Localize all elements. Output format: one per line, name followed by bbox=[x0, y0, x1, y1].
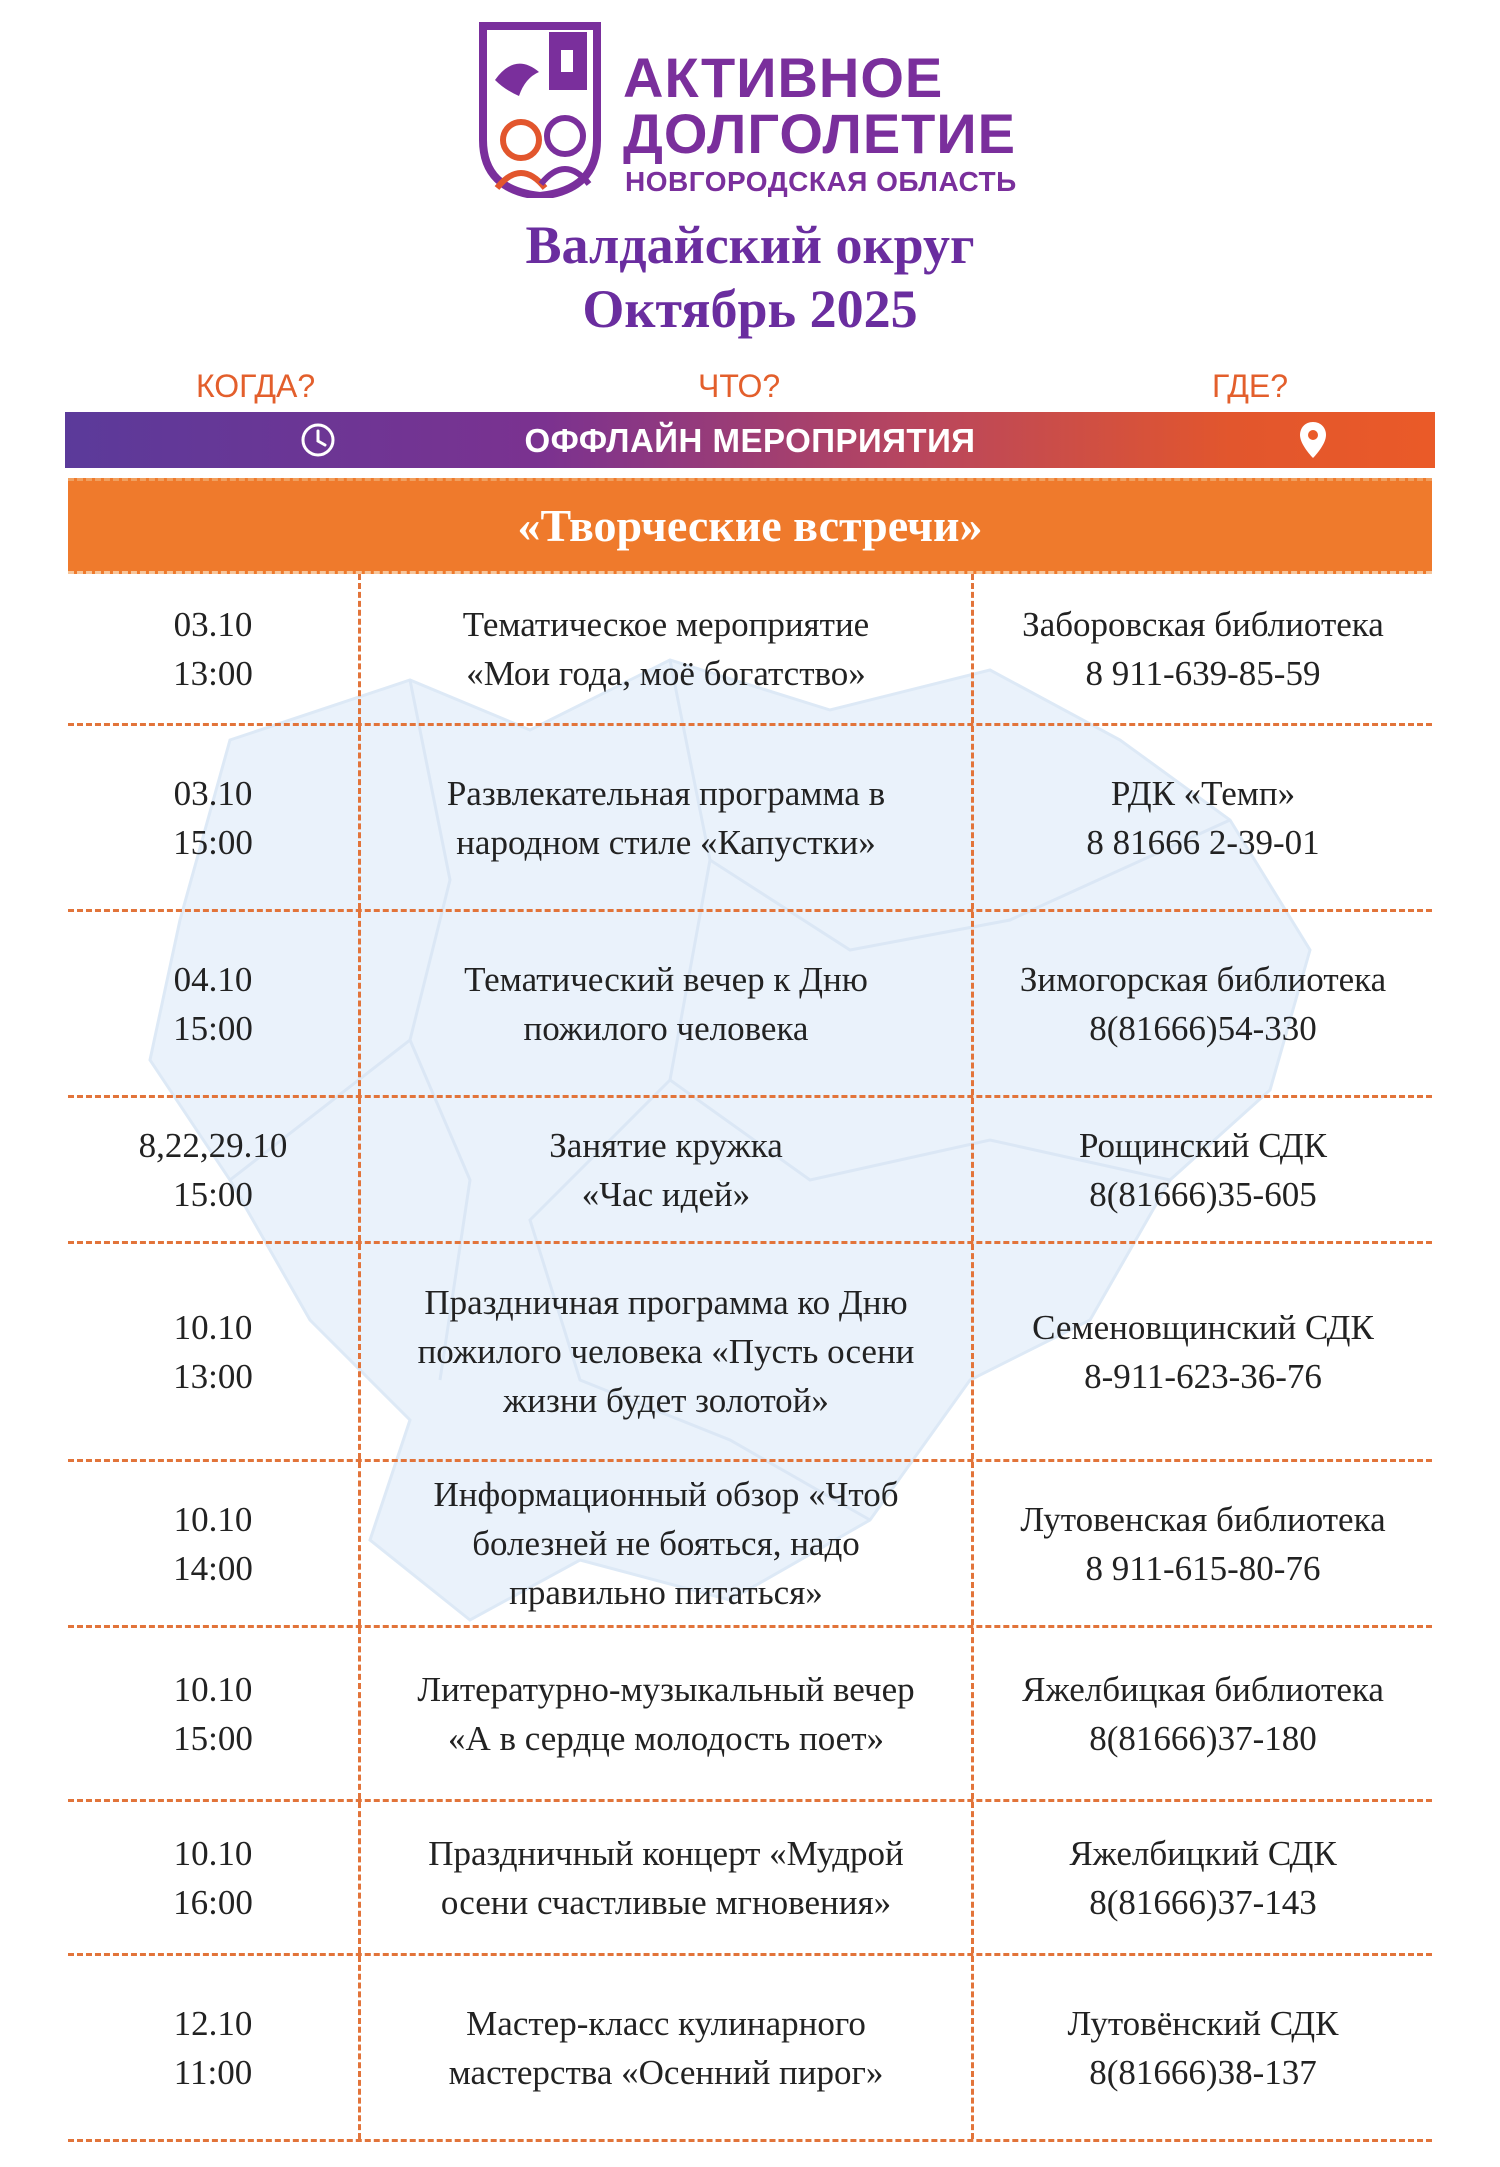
event-date: 03.10 bbox=[173, 773, 253, 813]
event-title-line: осени счастливые мгновения» bbox=[440, 1882, 892, 1922]
event-time: 16:00 bbox=[173, 1882, 253, 1922]
event-title-line: правильно питаться» bbox=[509, 1573, 823, 1612]
event-date: 03.10 bbox=[173, 604, 253, 644]
event-title-line: Информационный обзор «Чтоб bbox=[433, 1475, 899, 1514]
event-where-cell bbox=[974, 1802, 1432, 1953]
event-what-cell bbox=[361, 726, 971, 909]
event-place: Яжелбицкая библиотека bbox=[1022, 1669, 1384, 1709]
table-row bbox=[68, 574, 1432, 726]
logo bbox=[475, 20, 1035, 200]
table-row bbox=[68, 912, 1432, 1098]
logo-title-line2: ДОЛГОЛЕТИЕ bbox=[623, 102, 1016, 165]
event-phone: 8(81666)35-605 bbox=[1089, 1174, 1317, 1214]
event-place: Яжелбицкий СДК bbox=[1069, 1833, 1337, 1873]
table-row bbox=[68, 726, 1432, 912]
event-what-cell bbox=[361, 1956, 971, 2139]
event-phone: 8-911-623-36-76 bbox=[1084, 1356, 1322, 1396]
event-when-cell bbox=[68, 1244, 358, 1459]
event-where-cell bbox=[974, 1956, 1432, 2139]
district-title: Валдайский округ bbox=[525, 215, 975, 275]
offline-events-bar bbox=[65, 412, 1435, 468]
event-place: Зимогорская библиотека bbox=[1019, 959, 1387, 999]
offline-events-label: ОФФЛАЙН МЕРОПРИЯТИЯ bbox=[524, 422, 976, 459]
event-title-line: пожилого человека bbox=[523, 1008, 809, 1048]
event-phone: 8 911-639-85-59 bbox=[1085, 653, 1321, 693]
event-phone: 8 81666 2-39-01 bbox=[1086, 822, 1320, 862]
event-when-cell bbox=[68, 912, 358, 1095]
event-title-line: Тематическое мероприятие bbox=[462, 604, 870, 644]
event-title-line: Праздничный концерт «Мудрой bbox=[428, 1833, 904, 1873]
table-row bbox=[68, 1802, 1432, 1956]
event-phone: 8(81666)38-137 bbox=[1089, 2052, 1317, 2092]
event-place: Заборовская библиотека bbox=[1022, 604, 1384, 644]
event-title-line: жизни будет золотой» bbox=[503, 1381, 829, 1420]
event-when-cell bbox=[68, 1628, 358, 1799]
logo-subtitle: НОВГОРОДСКАЯ ОБЛАСТЬ bbox=[625, 166, 1017, 197]
event-time: 11:00 bbox=[173, 2052, 253, 2092]
table-row bbox=[68, 1956, 1432, 2142]
table-row bbox=[68, 1628, 1432, 1802]
event-where-cell bbox=[974, 912, 1432, 1095]
what-caption: ЧТО? bbox=[698, 368, 781, 404]
event-place: Лутовенская библиотека bbox=[1020, 1499, 1386, 1539]
event-title-line: мастерства «Осенний пирог» bbox=[448, 2052, 884, 2092]
event-time: 15:00 bbox=[173, 1718, 253, 1758]
event-title-line: «Мои года, моё богатство» bbox=[466, 653, 866, 693]
event-title-line: Тематический вечер к Дню bbox=[464, 959, 868, 999]
event-date: 8,22,29.10 bbox=[138, 1125, 288, 1165]
event-when-cell bbox=[68, 726, 358, 909]
event-title-line: Мастер-класс кулинарного bbox=[466, 2003, 866, 2043]
event-date: 10.10 bbox=[173, 1499, 253, 1539]
event-where-cell bbox=[974, 1244, 1432, 1459]
event-date: 04.10 bbox=[173, 959, 253, 999]
clock-icon bbox=[299, 421, 337, 459]
section-header bbox=[68, 478, 1432, 574]
table-row bbox=[68, 1462, 1432, 1628]
event-place: Лутовёнский СДК bbox=[1067, 2003, 1339, 2043]
where-caption: ГДЕ? bbox=[1212, 368, 1288, 404]
event-time: 15:00 bbox=[173, 1174, 253, 1214]
table-row bbox=[68, 1244, 1432, 1462]
event-place: РДК «Темп» bbox=[1110, 773, 1296, 813]
event-what-cell bbox=[361, 1628, 971, 1799]
event-phone: 8 911-615-80-76 bbox=[1085, 1548, 1321, 1588]
event-phone: 8(81666)37-180 bbox=[1089, 1718, 1317, 1758]
event-where-cell bbox=[974, 1462, 1432, 1625]
event-when-cell bbox=[68, 1462, 358, 1625]
event-what-cell bbox=[361, 912, 971, 1095]
event-time: 15:00 bbox=[173, 822, 253, 862]
event-time: 13:00 bbox=[173, 653, 253, 693]
event-where-cell bbox=[974, 1628, 1432, 1799]
event-date: 10.10 bbox=[173, 1833, 253, 1873]
event-title-line: болезней не бояться, надо bbox=[472, 1524, 860, 1563]
event-what-cell bbox=[361, 1098, 971, 1241]
event-phone: 8(81666)37-143 bbox=[1089, 1882, 1317, 1922]
logo-emblem-icon bbox=[475, 20, 605, 198]
event-title-line: народном стиле «Капустки» bbox=[456, 822, 876, 862]
event-title-line: «Час идей» bbox=[581, 1174, 751, 1214]
event-when-cell bbox=[68, 1098, 358, 1241]
event-time: 15:00 bbox=[173, 1008, 253, 1048]
event-what-cell bbox=[361, 1244, 971, 1459]
event-what-cell bbox=[361, 1802, 971, 1953]
event-what-cell bbox=[361, 574, 971, 723]
events-table bbox=[68, 574, 1432, 2142]
table-row bbox=[68, 1098, 1432, 1244]
logo-title-line1: АКТИВНОЕ bbox=[623, 46, 944, 109]
event-title-line: Праздничная программа ко Дню bbox=[424, 1283, 908, 1322]
event-time: 13:00 bbox=[173, 1356, 253, 1396]
event-where-cell bbox=[974, 1098, 1432, 1241]
event-date: 10.10 bbox=[173, 1669, 253, 1709]
event-what-cell bbox=[361, 1462, 971, 1625]
location-pin-icon bbox=[1298, 420, 1328, 460]
event-date: 12.10 bbox=[173, 2003, 253, 2043]
event-place: Семеновщинский СДК bbox=[1032, 1307, 1374, 1347]
event-place: Рощинский СДК bbox=[1078, 1125, 1328, 1165]
event-where-cell bbox=[974, 574, 1432, 723]
event-time: 14:00 bbox=[173, 1548, 253, 1588]
event-title-line: Развлекательная программа в bbox=[446, 773, 886, 813]
event-title-line: пожилого человека «Пусть осени bbox=[417, 1332, 915, 1371]
month-title: Октябрь 2025 bbox=[582, 279, 918, 339]
event-title-line: Занятие кружка bbox=[549, 1125, 783, 1165]
event-where-cell bbox=[974, 726, 1432, 909]
event-title-line: Литературно-музыкальный вечер bbox=[417, 1669, 915, 1709]
event-title-line: «А в сердце молодость поет» bbox=[447, 1718, 884, 1758]
when-caption: КОГДА? bbox=[196, 368, 316, 404]
event-when-cell bbox=[68, 1802, 358, 1953]
section-title: «Творческие встречи» bbox=[517, 500, 983, 551]
event-date: 10.10 bbox=[173, 1307, 253, 1347]
event-when-cell bbox=[68, 1956, 358, 2139]
event-phone: 8(81666)54-330 bbox=[1089, 1008, 1317, 1048]
event-when-cell bbox=[68, 574, 358, 723]
